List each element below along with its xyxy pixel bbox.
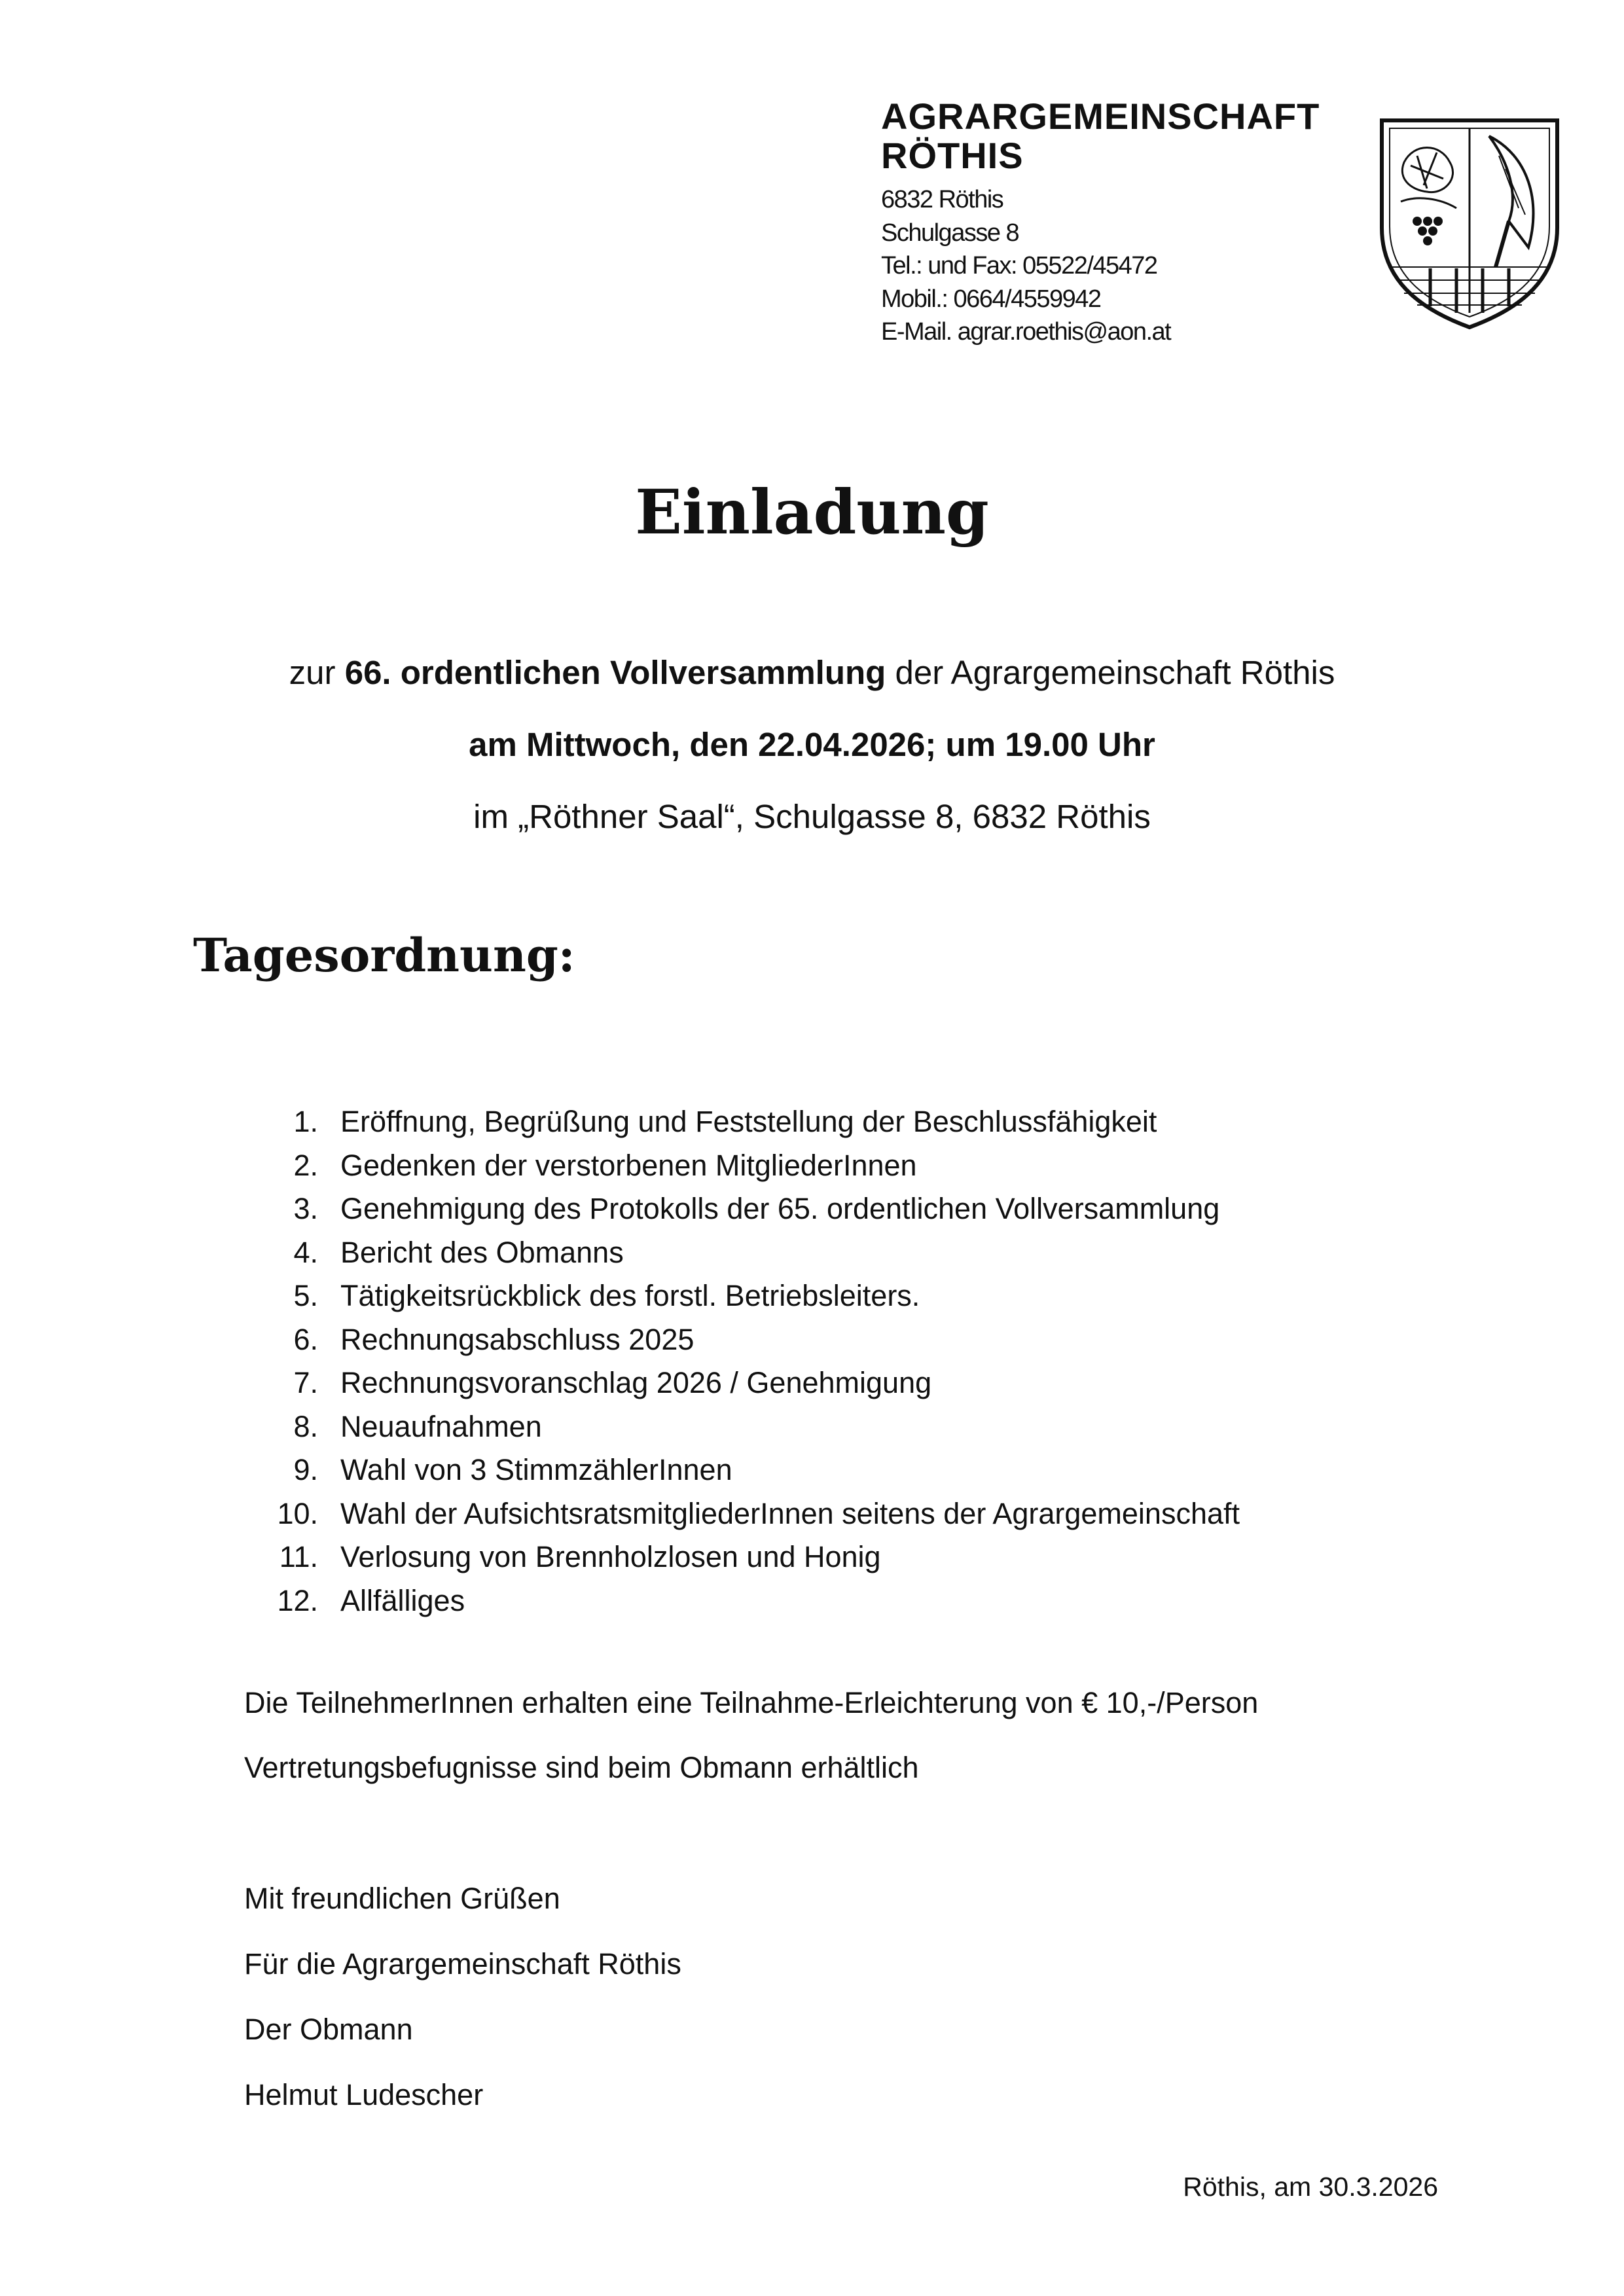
agenda-item: [0, 1144, 1624, 1188]
agenda-item: [0, 1405, 1624, 1449]
email-address: E-Mail. agrar.roethis@aon.at: [881, 318, 1171, 346]
meeting-intro: [0, 653, 1624, 692]
agenda-item-number: 7.: [293, 1366, 318, 1399]
agenda-list: [0, 1100, 1624, 1623]
agenda-item-text: Genehmigung des Protokolls der 65. ordentlichen Vollversammlung: [340, 1192, 1220, 1225]
organization-name-line1: AGRARGEMEINSCHAFT: [881, 96, 1320, 137]
agenda-item-number: 12.: [277, 1583, 318, 1617]
signatory-name: Helmut Ludescher: [244, 2078, 484, 2111]
agenda-item: [0, 1448, 1624, 1492]
agenda-item: [0, 1187, 1624, 1231]
agenda-item-text: Gedenken der verstorbenen MitgliederInnen: [340, 1148, 917, 1182]
participation-note: Die TeilnehmerInnen erhalten eine Teilnahme-Erleichterung von € 10,-/Person: [244, 1686, 1259, 1719]
organization-name: [881, 97, 1320, 175]
signatory-role: Der Obmann: [244, 2013, 413, 2046]
agenda-item-number: 8.: [293, 1409, 318, 1443]
agenda-item: [0, 1535, 1624, 1579]
agenda-item-number: 2.: [293, 1148, 318, 1182]
coat-of-arms-icon: [1378, 117, 1561, 331]
agenda-item-number: 9.: [293, 1453, 318, 1486]
agenda-item: [0, 1579, 1624, 1623]
address-city: 6832 Röthis: [881, 186, 1003, 213]
agenda-item: [0, 1318, 1624, 1362]
agenda-item-number: 4.: [293, 1235, 318, 1269]
agenda-item-text: Rechnungsabschluss 2025: [340, 1322, 695, 1356]
closing-on-behalf: Für die Agrargemeinschaft Röthis: [244, 1947, 681, 1981]
mobile-number: Mobil.: 0664/4559942: [881, 285, 1101, 313]
agenda-item-text: Wahl von 3 StimmzählerInnen: [340, 1453, 732, 1486]
organization-name-line2: RÖTHIS: [881, 135, 1024, 176]
agenda-heading: Tagesordnung:: [193, 928, 575, 982]
meeting-datetime: am Mittwoch, den 22.04.2026; um 19.00 Uhr: [469, 726, 1155, 763]
agenda-item-text: Wahl der AufsichtsratsmitgliederInnen seitens der Agrargemeinschaft: [340, 1496, 1240, 1530]
agenda-item-text: Bericht des Obmanns: [340, 1235, 624, 1269]
agenda-item-text: Rechnungsvoranschlag 2026 / Genehmigung: [340, 1366, 932, 1399]
contact-block: [881, 183, 1170, 349]
agenda-item-number: 5.: [293, 1279, 318, 1312]
meeting-name: 66. ordentlichen Vollversammlung: [344, 654, 886, 691]
agenda-item: [0, 1274, 1624, 1318]
intro-suffix: der Agrargemeinschaft Röthis: [886, 654, 1335, 691]
document-title: Einladung: [635, 476, 989, 548]
place-and-date: Röthis, am 30.3.2026: [1183, 2172, 1438, 2202]
closing-greeting: Mit freundlichen Grüßen: [244, 1882, 560, 1915]
agenda-item-text: Tätigkeitsrückblick des forstl. Betriebsleiters.: [340, 1279, 920, 1312]
proxy-note: Vertretungsbefugnisse sind beim Obmann erhältlich: [244, 1751, 919, 1784]
agenda-item-number: 6.: [293, 1322, 318, 1356]
intro-prefix: zur: [289, 654, 345, 691]
agenda-item: [0, 1231, 1624, 1275]
agenda-item: [0, 1100, 1624, 1144]
agenda-item-number: 10.: [277, 1496, 318, 1530]
address-street: Schulgasse 8: [881, 219, 1019, 247]
agenda-item-text: Allfälliges: [340, 1583, 465, 1617]
meeting-venue: im „Röthner Saal“, Schulgasse 8, 6832 Röthis: [473, 798, 1151, 835]
agenda-item-text: Neuaufnahmen: [340, 1409, 542, 1443]
agenda-item-number: 3.: [293, 1192, 318, 1225]
agenda-item: [0, 1492, 1624, 1536]
phone-fax: Tel.: und Fax: 05522/45472: [881, 252, 1157, 279]
agenda-item-text: Eröffnung, Begrüßung und Feststellung der Beschlussfähigkeit: [340, 1105, 1157, 1138]
agenda-item-number: 1.: [293, 1105, 318, 1138]
agenda-item: [0, 1361, 1624, 1405]
agenda-item-text: Verlosung von Brennholzlosen und Honig: [340, 1540, 881, 1573]
agenda-item-number: 11.: [279, 1540, 318, 1573]
